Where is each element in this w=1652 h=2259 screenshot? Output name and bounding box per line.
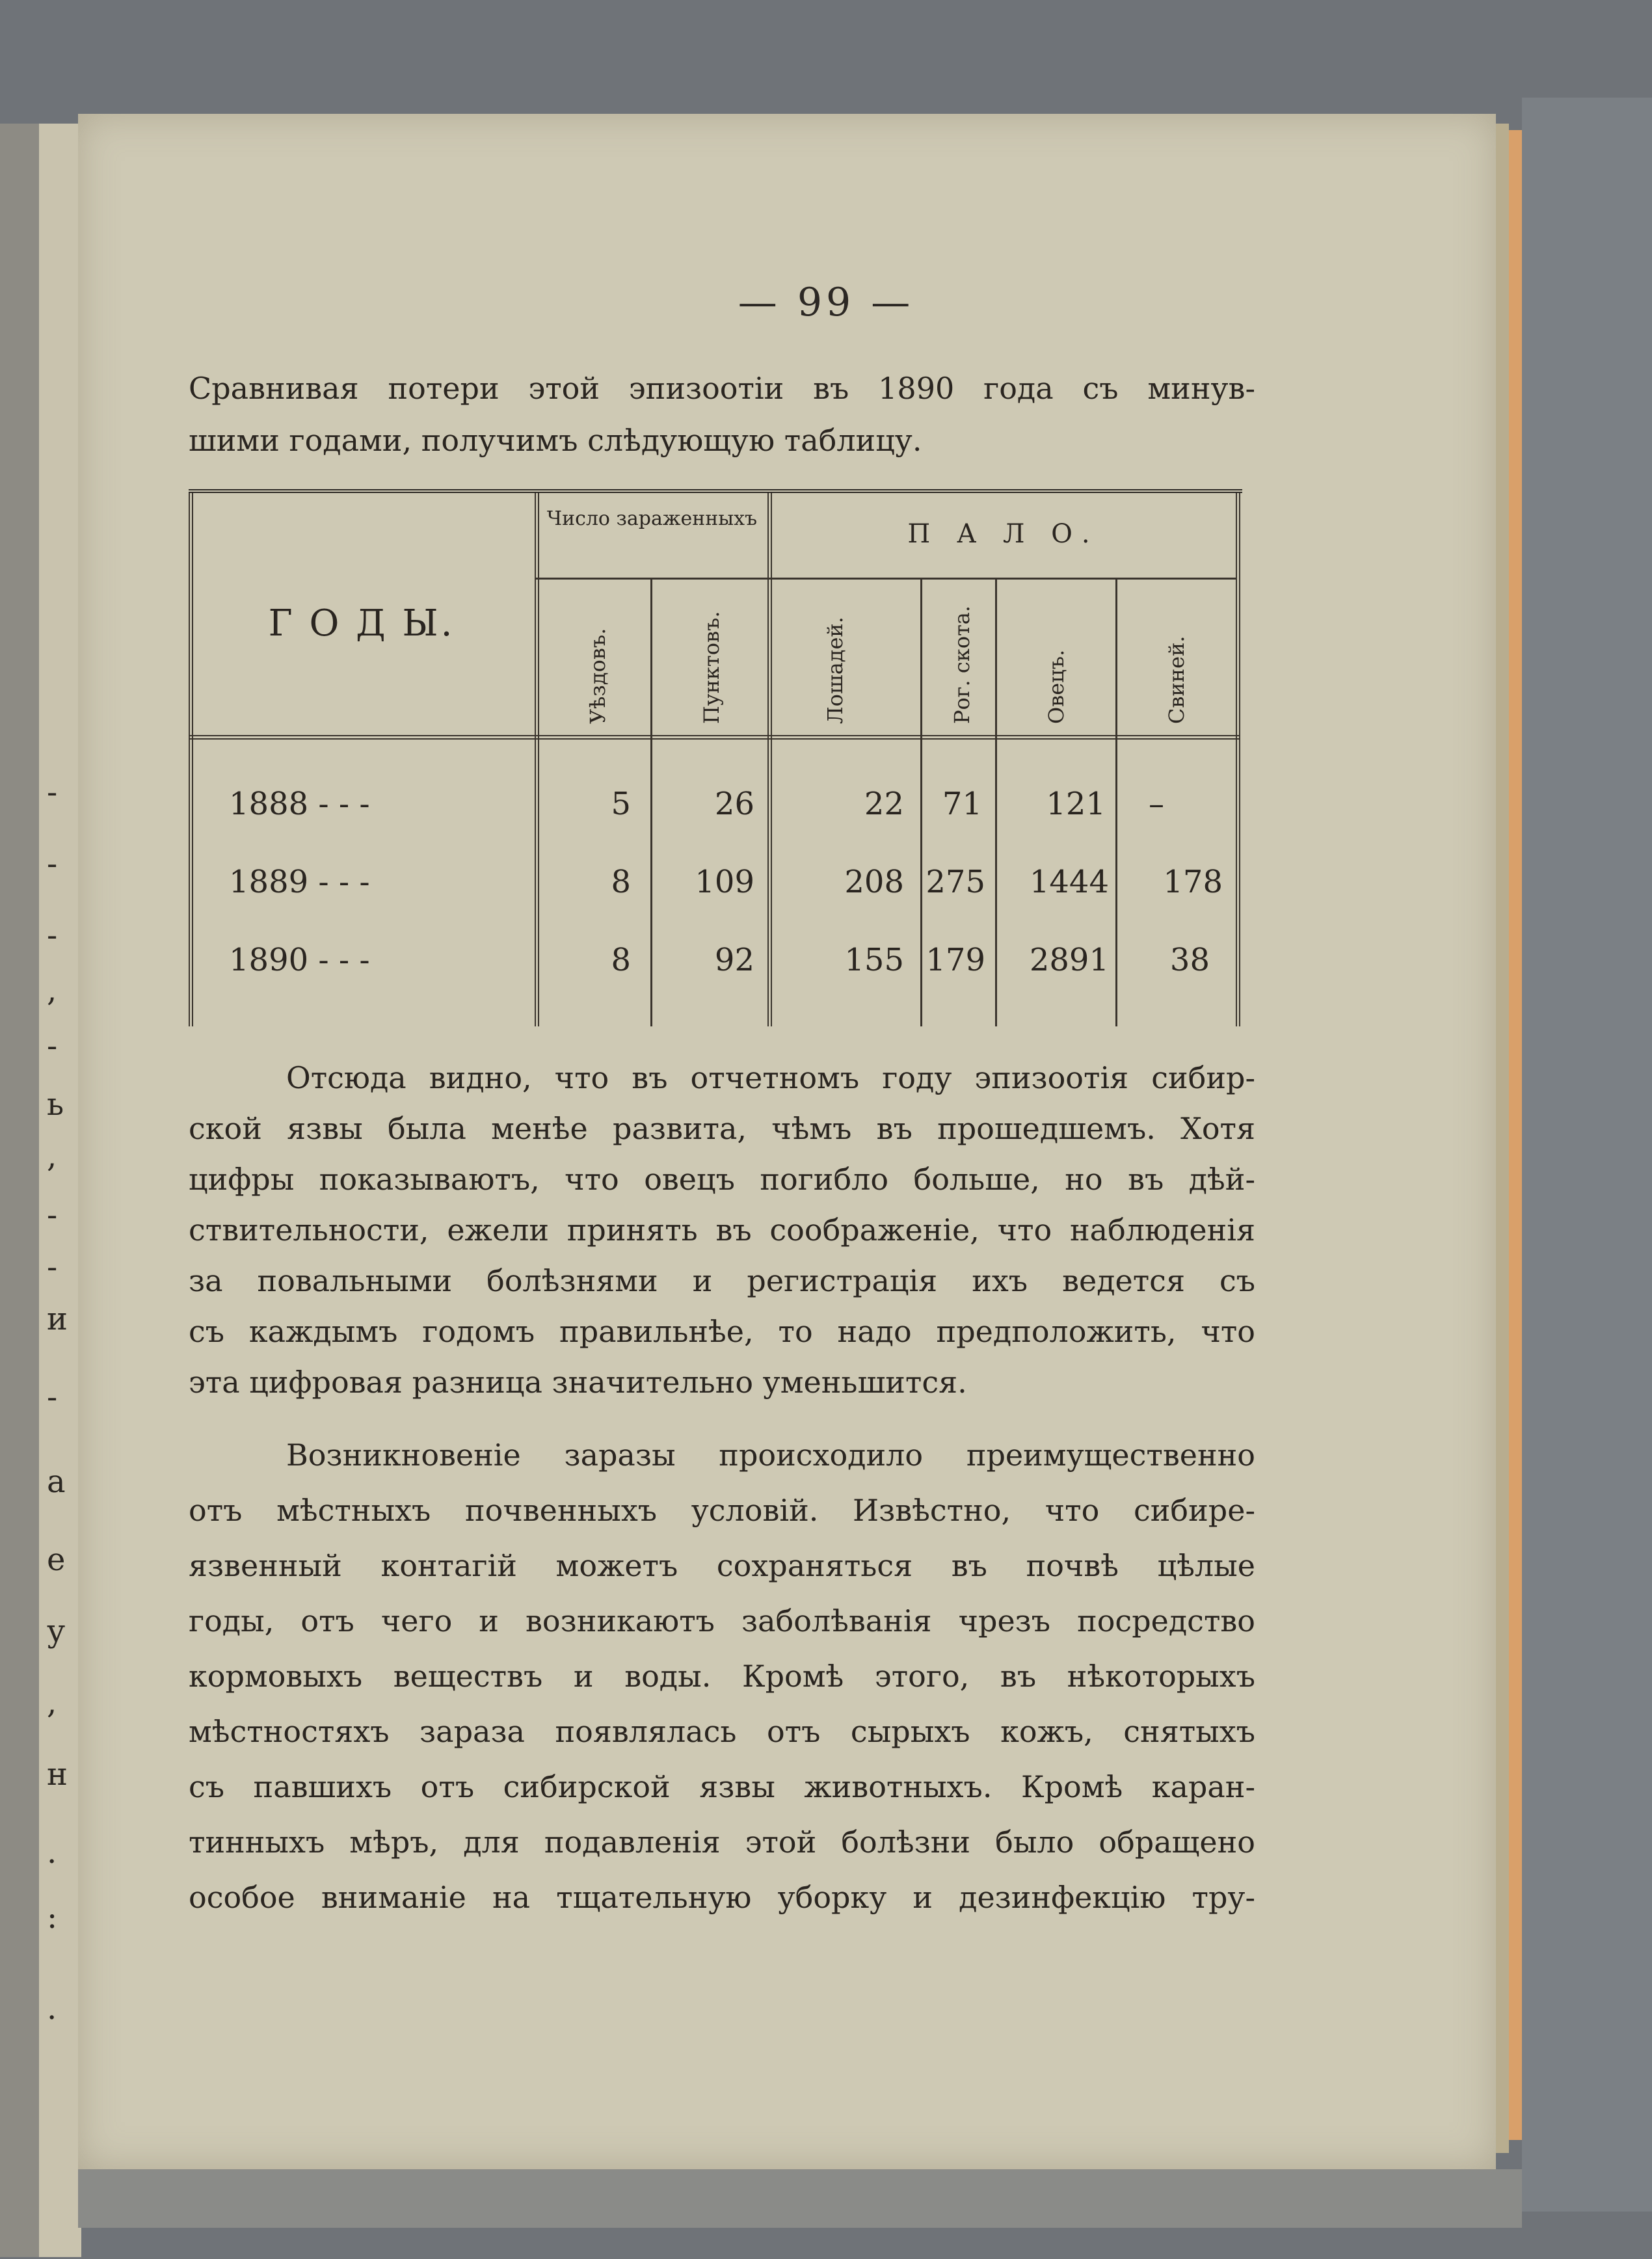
margin-letter: . — [47, 1834, 57, 1871]
paragraph-1-line: съ каждымъ годомъ правильнѣе, то надо предположить, что — [189, 1314, 1255, 1349]
header-svinei: Свиней. — [1164, 635, 1189, 724]
header-loshadei: Лошадей. — [823, 617, 847, 724]
margin-letter: у — [47, 1613, 66, 1650]
header-uezdov: Уѣздовъ. — [585, 628, 610, 724]
cell-svinei: 38 — [1169, 942, 1210, 978]
margin-letter: ь — [47, 1086, 64, 1123]
paragraph-2-line: отъ мѣстныхъ почвенныхъ условій. Извѣстно, что сибире- — [189, 1493, 1255, 1528]
margin-letter: : — [47, 1899, 58, 1936]
paragraph-2-line: годы, отъ чего и возникаютъ заболѣванія чрезъ посредство — [189, 1603, 1255, 1638]
paragraph-1-line: ствительности, ежели принять въ соображеніе, что наблюденія — [189, 1212, 1255, 1248]
margin-letter: - — [47, 774, 58, 810]
cell-punktov: 92 — [714, 942, 754, 978]
cell-uezdov: 8 — [611, 942, 631, 978]
cell-svinei: 178 — [1163, 864, 1223, 900]
header-punktov: Пунктовъ. — [699, 611, 724, 724]
paragraph-2-line: кормовыхъ веществъ и воды. Кромѣ этого, въ нѣкоторыхъ — [189, 1659, 1255, 1694]
margin-letter: и — [47, 1301, 68, 1337]
cell-ovets: 1444 — [1029, 864, 1109, 900]
left-page — [0, 124, 81, 2257]
page-bottom-shadow — [78, 2169, 1522, 2228]
margin-letter: , — [47, 1685, 57, 1721]
margin-letter: а — [47, 1464, 66, 1500]
cell-rog-skota: 71 — [942, 786, 982, 822]
margin-letter: , — [47, 1138, 57, 1175]
margin-letter: - — [47, 917, 58, 954]
left-page-margin-letters — [47, 124, 79, 2257]
cell-svinei: – — [1149, 786, 1164, 822]
header-fell: П А Л О. — [907, 519, 1099, 549]
cell-punktov: 26 — [714, 786, 754, 822]
cell-ovets: 121 — [1046, 786, 1106, 822]
header-infected: Число зараженныхъ — [546, 507, 758, 530]
cell-ovets: 2891 — [1029, 942, 1109, 978]
header-rog-skota: Рог. скота. — [950, 605, 974, 724]
paragraph-2-line: мѣстностяхъ зараза появлялась отъ сырыхъ кожъ, снятыхъ — [189, 1714, 1255, 1749]
paragraph-2-line: Возникновеніе заразы происходило преимущественно — [286, 1437, 1255, 1473]
statistics-table — [189, 489, 1242, 1026]
margin-letter: , — [47, 972, 57, 1009]
page-number: — 99 — — [738, 280, 914, 325]
paragraph-1-line: за повальными болѣзнями и регистрація ихъ ведется съ — [189, 1263, 1255, 1298]
row-year: 1889 - - - — [229, 864, 370, 900]
left-page-edge — [0, 124, 39, 2257]
cell-rog-skota: 179 — [926, 942, 985, 978]
cell-rog-skota: 275 — [926, 864, 985, 900]
margin-letter: н — [47, 1756, 68, 1793]
cell-loshadei: 208 — [844, 864, 904, 900]
cell-uezdov: 5 — [611, 786, 631, 822]
intro-line: шими годами, получимъ слѣдующую таблицу. — [189, 423, 922, 458]
paragraph-2-line: съ павшихъ отъ сибирской язвы животныхъ. Кромѣ каран- — [189, 1769, 1255, 1804]
cell-loshadei: 22 — [864, 786, 904, 822]
margin-letter: - — [47, 1028, 58, 1064]
book-cover-board — [1522, 98, 1652, 2212]
row-year: 1888 - - - — [229, 786, 370, 822]
cell-loshadei: 155 — [844, 942, 904, 978]
paragraph-2-line: язвенный контагій можетъ сохраняться въ почвѣ цѣлые — [189, 1548, 1255, 1583]
header-ovets: Овецъ. — [1044, 649, 1069, 724]
cell-punktov: 109 — [695, 864, 754, 900]
margin-letter: - — [47, 846, 58, 882]
header-years: Г О Д Ы. — [268, 602, 455, 645]
paragraph-2-line: особое вниманіе на тщательную уборку и дезинфекцію тру- — [189, 1880, 1255, 1915]
paragraph-1-line: эта цифровая разница значительно уменьшится. — [189, 1365, 967, 1400]
intro-line: Сравнивая потери этой эпизоотіи въ 1890 года съ минув- — [189, 371, 1255, 406]
cell-uezdov: 8 — [611, 864, 631, 900]
margin-letter: - — [47, 1379, 58, 1415]
margin-letter: - — [47, 1197, 58, 1233]
paragraph-1-line: ской язвы была менѣе развита, чѣмъ въ прошедшемъ. Хотя — [189, 1111, 1255, 1146]
paragraph-1-line: Отсюда видно, что въ отчетномъ году эпизоотія сибир- — [286, 1060, 1255, 1095]
paragraph-2-line: тинныхъ мѣръ, для подавленія этой болѣзни было обращено — [189, 1825, 1255, 1860]
paragraph-1-line: цифры показываютъ, что овецъ погибло больше, но въ дѣй- — [189, 1162, 1255, 1197]
margin-letter: - — [47, 1249, 58, 1285]
margin-letter: . — [47, 1990, 57, 2027]
margin-letter: е — [47, 1542, 66, 1578]
row-year: 1890 - - - — [229, 942, 370, 978]
